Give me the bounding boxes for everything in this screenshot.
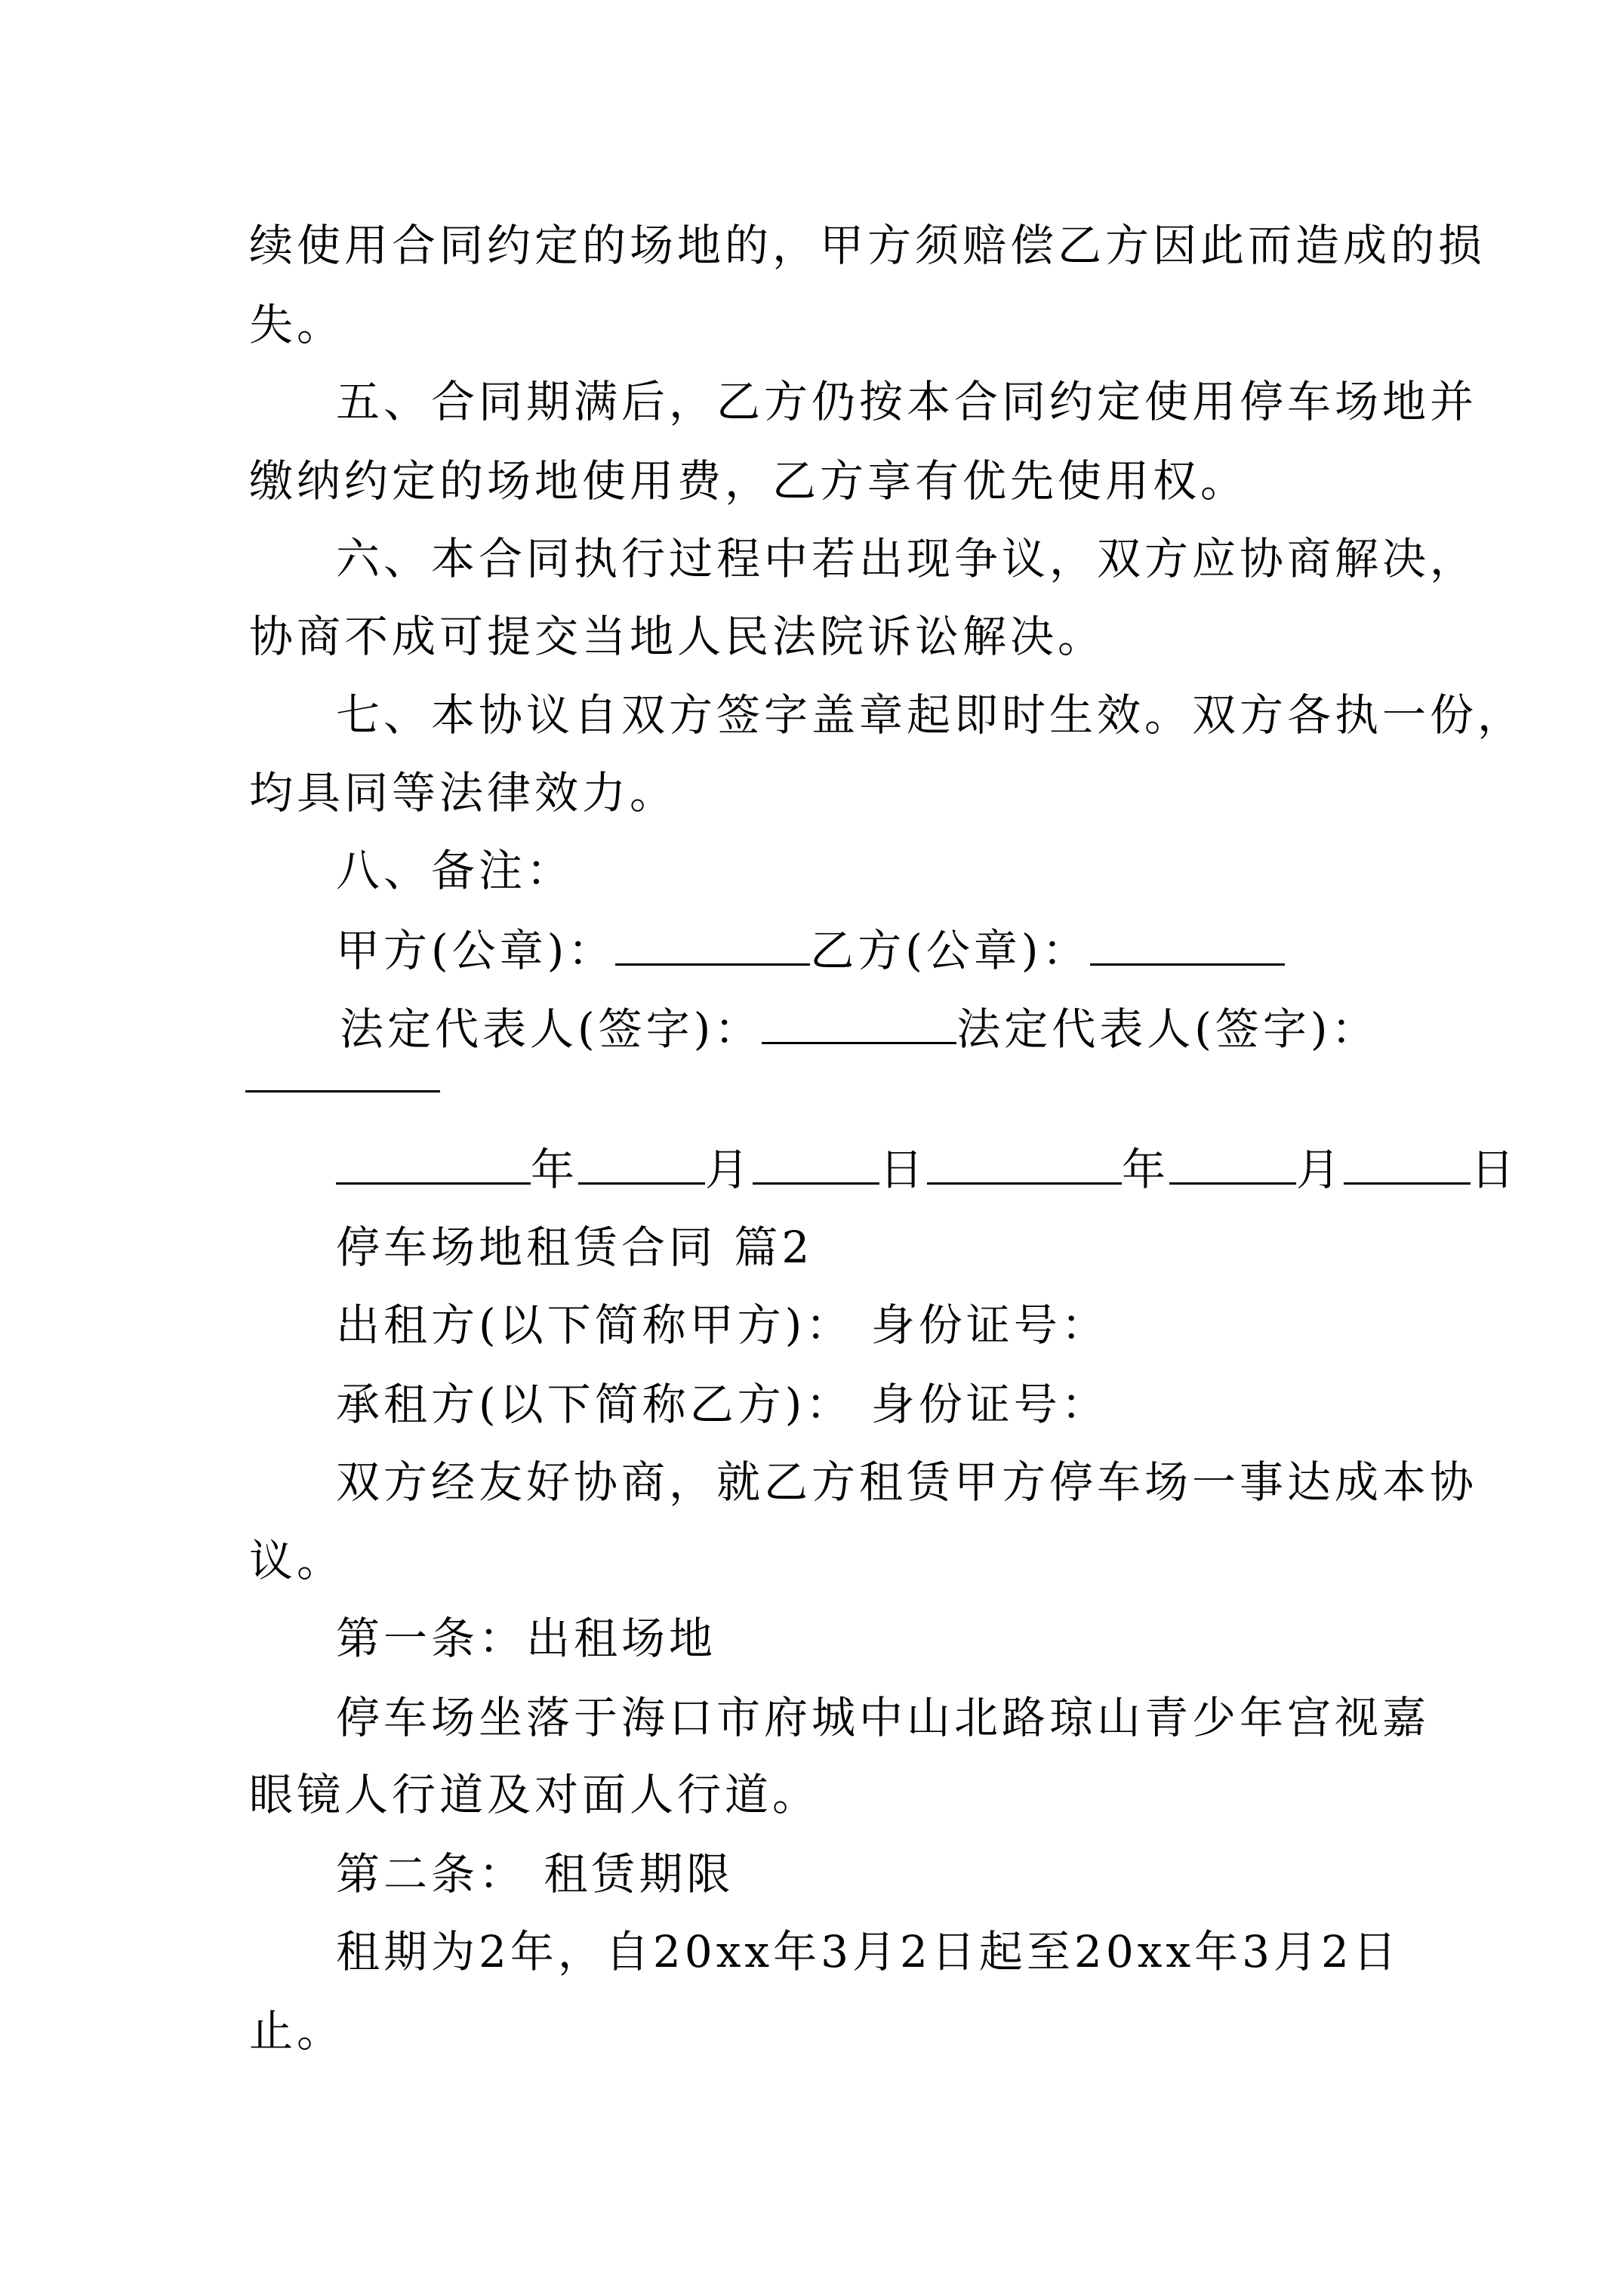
party-a-seal-label: 甲方(公章)： xyxy=(336,925,616,976)
rep-b-label: 法定代表人(签字)： xyxy=(956,1003,1379,1055)
date-a-year-label: 年 xyxy=(531,1144,579,1195)
date-a-month-blank[interactable] xyxy=(578,1142,705,1185)
rep-a-label: 法定代表人(签字)： xyxy=(340,1003,762,1055)
preamble-line2: 议。 xyxy=(249,1535,345,1586)
date-a-day-label: 日 xyxy=(879,1144,928,1195)
seal-line xyxy=(336,923,1285,977)
section-heading: 停车场地租赁合同 篇2 xyxy=(336,1222,814,1273)
rep-b-blank-line xyxy=(245,1049,440,1104)
lessor-line: 出租方(以下简称甲方)： 身份证号： xyxy=(336,1299,1109,1351)
date-b-day-blank[interactable] xyxy=(1344,1142,1471,1185)
article-1-line2: 眼镜人行道及对面人行道。 xyxy=(249,1769,821,1820)
preamble-line1: 双方经友好协商，就乙方租赁甲方停车场一事达成本协 xyxy=(336,1456,1478,1508)
date-b-year-label: 年 xyxy=(1122,1144,1170,1195)
rep-a-blank[interactable] xyxy=(762,1001,956,1044)
article-1-line1: 停车场坐落于海口市府城中山北路琼山青少年宫视嘉 xyxy=(336,1692,1431,1743)
date-a-day-blank[interactable] xyxy=(753,1142,879,1185)
clause-7-line2: 均具同等法律效力。 xyxy=(249,767,678,818)
lessee-line: 承租方(以下简称乙方)： 身份证号： xyxy=(336,1379,1109,1430)
party-b-seal-label: 乙方(公章)： xyxy=(810,925,1090,976)
article-2-title: 第二条： 租赁期限 xyxy=(336,1848,735,1900)
clause-5-line1: 五、合同期满后，乙方仍按本合同约定使用停车场地并 xyxy=(336,376,1478,427)
date-line xyxy=(336,1142,1518,1196)
para-continuation-line2: 失。 xyxy=(249,299,345,350)
article-2-line1: 租期为2年，自20xx年3月2日起至20xx年3月2日 xyxy=(336,1926,1400,1977)
clause-8-remarks: 八、备注： xyxy=(336,845,574,896)
rep-b-blank[interactable] xyxy=(245,1049,440,1093)
article-2-line2: 止。 xyxy=(249,2005,345,2057)
date-b-month-blank[interactable] xyxy=(1169,1142,1296,1185)
clause-6-line2: 协商不成可提交当地人民法院诉讼解决。 xyxy=(249,611,1106,662)
date-b-month-label: 月 xyxy=(1296,1144,1344,1195)
clause-6-line1: 六、本合同执行过程中若出现争议，双方应协商解决， xyxy=(336,533,1478,584)
date-b-day-label: 日 xyxy=(1471,1144,1519,1195)
date-b-year-blank[interactable] xyxy=(927,1142,1122,1185)
clause-7-line1: 七、本协议自双方签字盖章起即时生效。双方各执一份， xyxy=(336,689,1526,741)
party-a-seal-blank[interactable] xyxy=(615,923,810,966)
para-continuation-line1: 续使用合同约定的场地的，甲方须赔偿乙方因此而造成的损 xyxy=(249,220,1486,271)
article-1-title: 第一条：出租场地 xyxy=(336,1613,717,1664)
clause-5-line2: 缴纳约定的场地使用费，乙方享有优先使用权。 xyxy=(249,455,1249,507)
representative-line xyxy=(340,1001,1379,1056)
date-a-month-label: 月 xyxy=(705,1144,753,1195)
party-b-seal-blank[interactable] xyxy=(1090,923,1285,966)
date-a-year-blank[interactable] xyxy=(336,1142,531,1185)
